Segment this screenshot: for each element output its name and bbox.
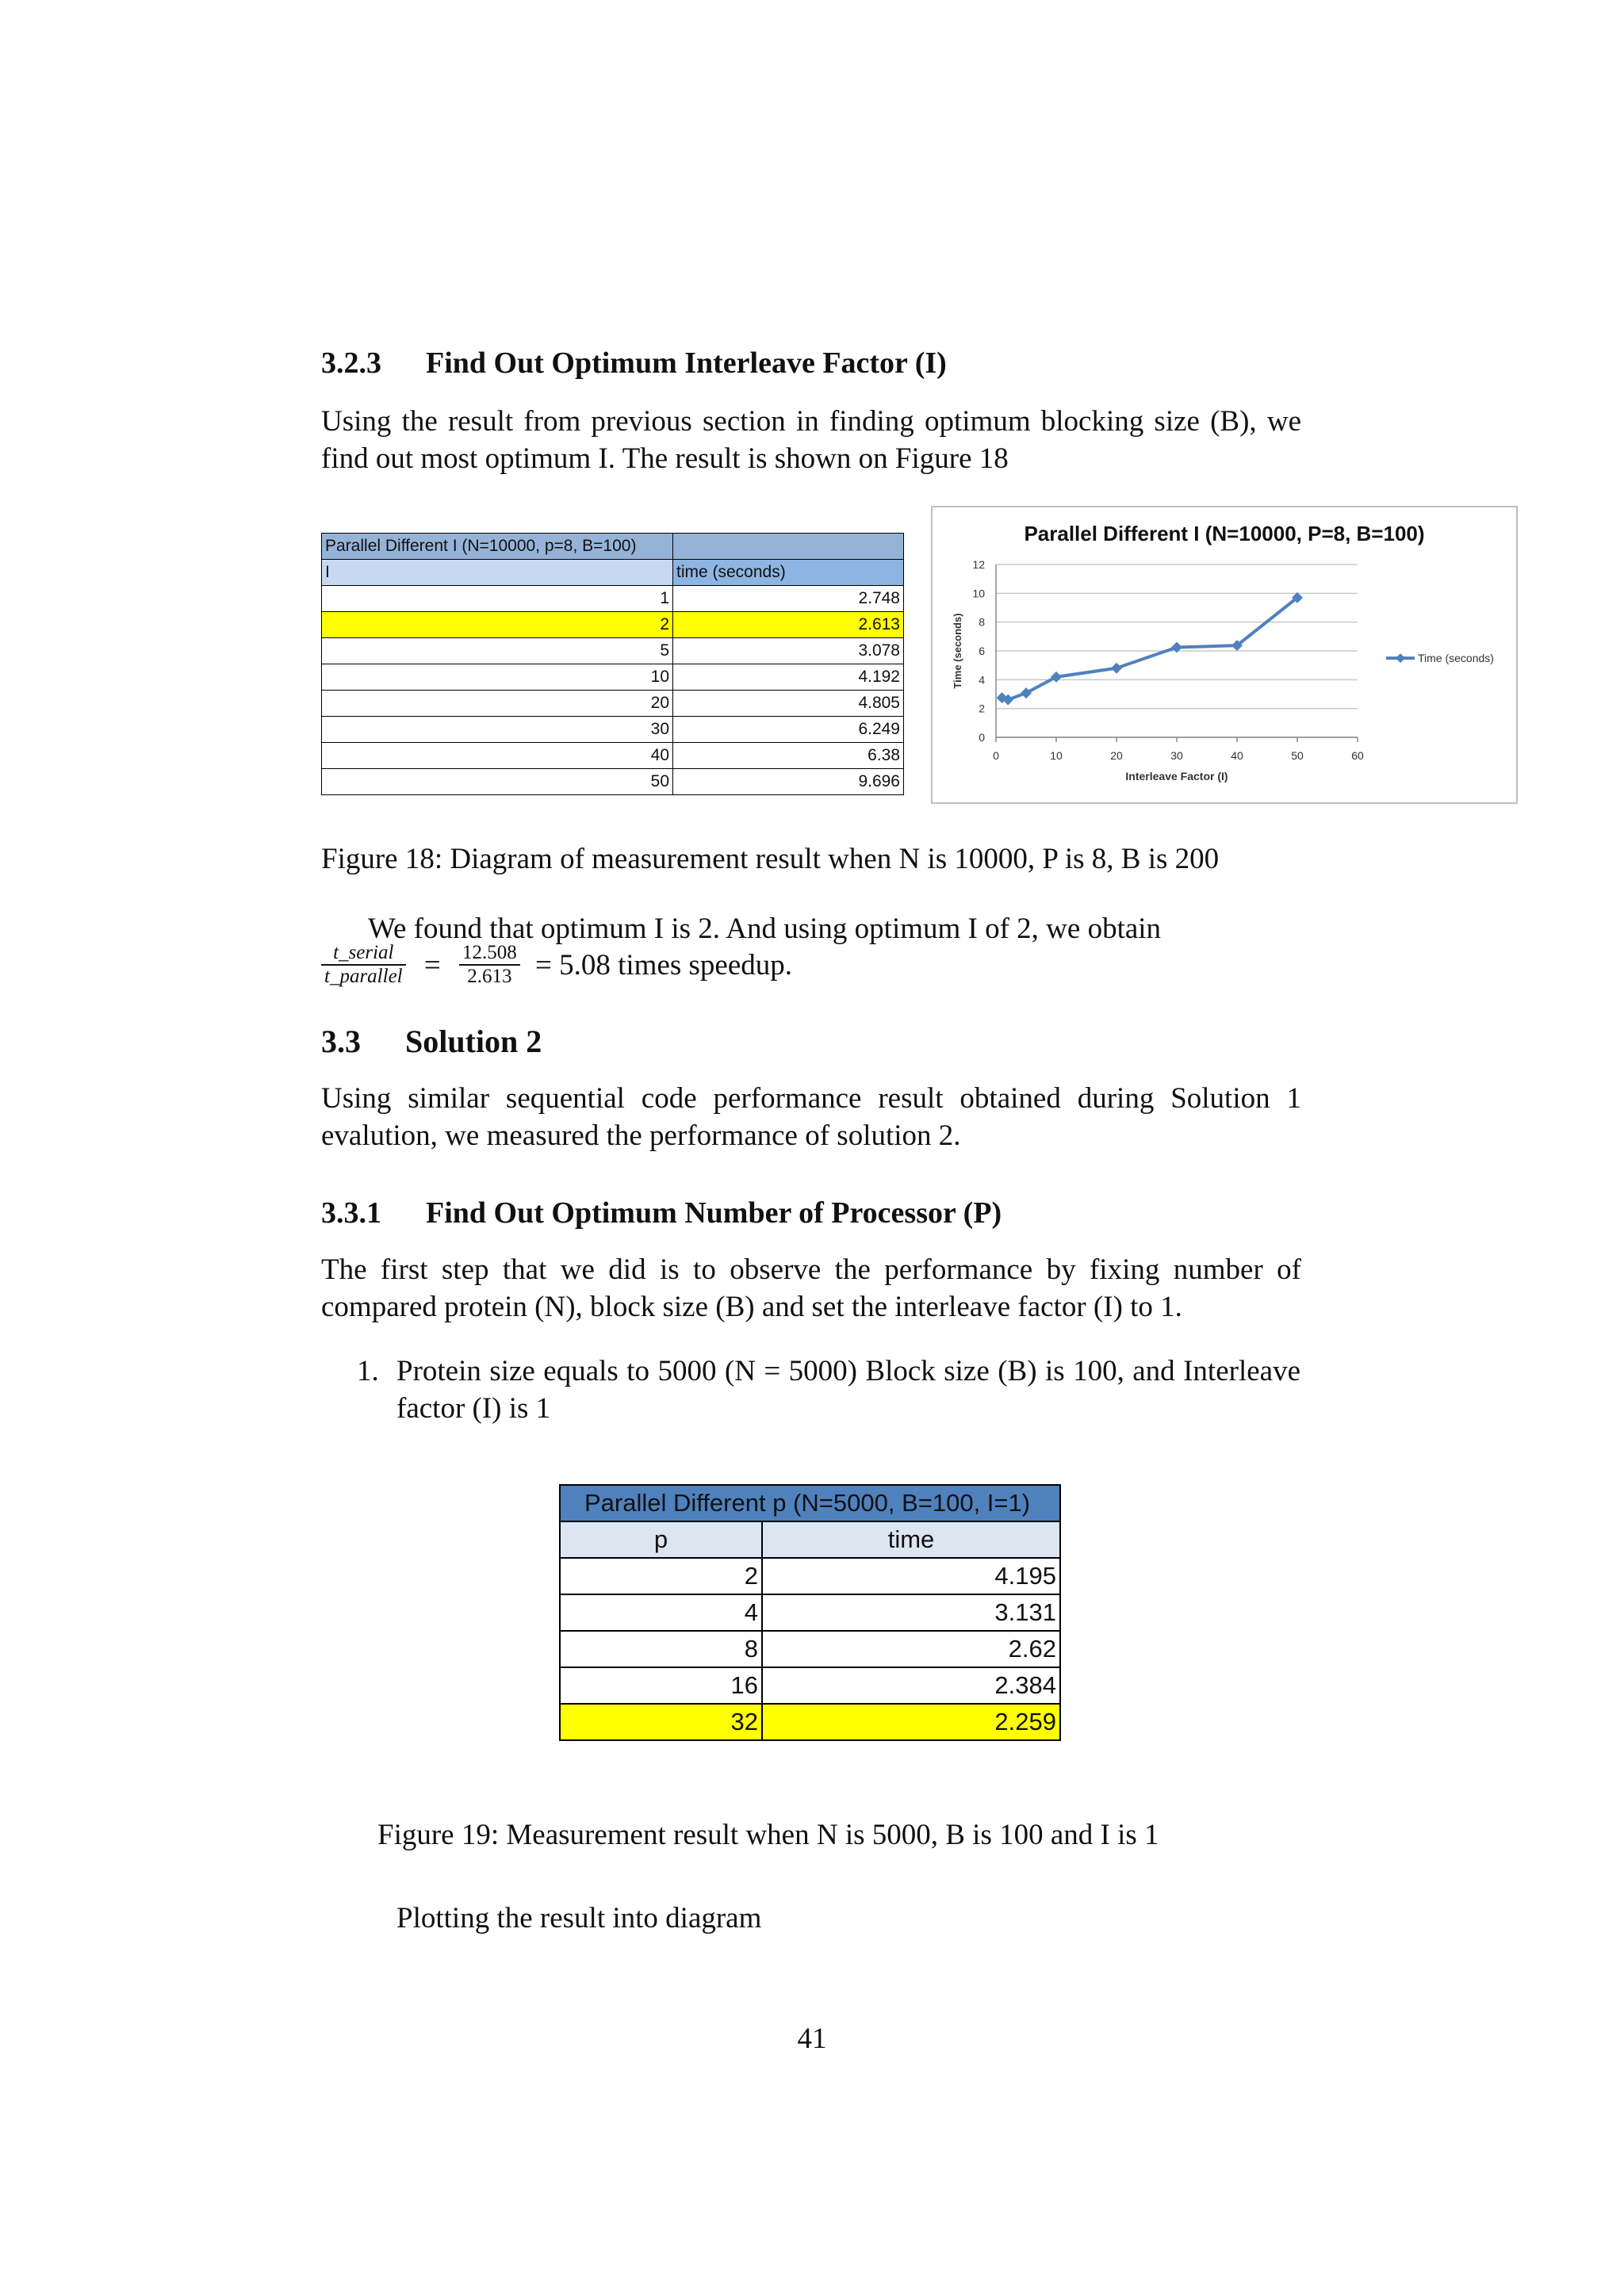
table-row: [560, 1594, 1060, 1631]
table-title-row: [322, 534, 904, 560]
section-heading-3-3: [321, 1023, 542, 1060]
y-tick-label: 12: [972, 558, 985, 571]
section-title: Find Out Optimum Number of Processor (P): [426, 1196, 1002, 1230]
x-tick-label: 40: [1231, 749, 1243, 762]
table-header-row: [560, 1521, 1060, 1558]
fraction-denominator-value: 2.613: [467, 966, 512, 987]
col-header-p: p: [560, 1521, 762, 1558]
figure-19-table: [559, 1484, 1061, 1741]
cell-i: 40: [322, 743, 673, 769]
cell-time: 2.384: [762, 1667, 1060, 1704]
y-tick-label: 8: [979, 615, 985, 629]
x-tick-label: 0: [993, 749, 999, 762]
figure-19-caption: Figure 19: Measurement result when N is 5000, B is 100 and I is 1: [377, 1819, 1159, 1851]
table-title: Parallel Different p (N=5000, B=100, I=1): [560, 1485, 1060, 1521]
interleave-table: [321, 533, 904, 795]
col-header-time: time (seconds): [673, 560, 904, 586]
cell-i: 5: [322, 638, 673, 664]
y-tick-label: 10: [972, 587, 985, 600]
col-header-time: time: [762, 1521, 1060, 1558]
cell-p: 16: [560, 1667, 762, 1704]
y-tick-label: 4: [979, 673, 985, 687]
list-item-text: Protein size equals to 5000 (N = 5000) Block size (B) is 100, and Interleave factor (I) is 1: [396, 1355, 1300, 1425]
figure-18-caption: Figure 18: Diagram of measurement result when N is 10000, P is 8, B is 200: [321, 843, 1220, 875]
data-point: [1111, 663, 1122, 674]
fraction-numerator: t_serial: [321, 942, 406, 966]
fraction-numerator-value: 12.508: [459, 942, 520, 966]
cell-p: 2: [560, 1558, 762, 1594]
cell-i: 2: [322, 612, 673, 638]
chart-title: Parallel Different I (N=10000, P=8, B=100): [1024, 522, 1425, 545]
table-row: [322, 638, 904, 664]
cell-time: 2.259: [762, 1704, 1060, 1740]
x-tick-label: 30: [1170, 749, 1183, 762]
y-tick-label: 2: [979, 702, 985, 715]
x-tick-label: 10: [1050, 749, 1063, 762]
series-line: [1002, 598, 1297, 700]
cell-time: 2.62: [762, 1631, 1060, 1667]
table-title: Parallel Different I (N=10000, p=8, B=100): [322, 534, 673, 560]
list-marker: 1.: [357, 1355, 379, 1387]
table-row: [322, 717, 904, 743]
x-tick-label: 20: [1110, 749, 1123, 762]
cell-time: 6.249: [673, 717, 904, 743]
speedup-formula: [321, 942, 792, 988]
equals-sign: =: [423, 948, 441, 982]
cell-i: 50: [322, 769, 673, 795]
cell-time: 4.195: [762, 1558, 1060, 1594]
data-point: [1051, 672, 1062, 683]
y-tick-label: 0: [979, 731, 985, 744]
list-item: [357, 1353, 1300, 1427]
section-3-2-3-paragraph: Using the result from previous section in finding optimum blocking size (B), we find out most optimum I. The result is shown on Figure 18: [321, 405, 1301, 475]
legend-label: Time (seconds): [1418, 652, 1494, 665]
figure-18-table: [321, 533, 904, 795]
cell-time: 2.748: [673, 586, 904, 612]
section-number: 3.2.3: [321, 346, 381, 380]
cell-p: 8: [560, 1631, 762, 1667]
data-point: [1021, 687, 1032, 698]
table-row: [322, 612, 904, 638]
table-row: [322, 664, 904, 691]
line-chart: [933, 507, 1516, 802]
col-header-i: I: [322, 560, 673, 586]
section-title: Find Out Optimum Interleave Factor (I): [426, 346, 947, 380]
cell-p: 4: [560, 1594, 762, 1631]
cell-time: 9.696: [673, 769, 904, 795]
speedup-result: = 5.08 times speedup.: [534, 948, 793, 982]
cell-i: 30: [322, 717, 673, 743]
table-row: [560, 1631, 1060, 1667]
fraction-denominator: t_parallel: [324, 966, 403, 987]
table-row: [560, 1667, 1060, 1704]
cell-time: 3.131: [762, 1594, 1060, 1631]
section-3-3-1-paragraph: The first step that we did is to observe the performance by fixing number of compared protein (N), block size (B) and set the interleave factor (I) to 1.: [321, 1253, 1301, 1323]
table-row: [560, 1558, 1060, 1594]
table-row: [322, 743, 904, 769]
legend-swatch-marker: [1396, 653, 1405, 663]
y-axis-label: Time (seconds): [952, 613, 963, 689]
section-heading-3-3-1: [321, 1196, 1002, 1230]
section-heading-3-2-3: [321, 346, 947, 381]
table-title-blank: [673, 534, 904, 560]
fraction-serial-parallel: [321, 942, 406, 988]
section-number: 3.3.1: [321, 1196, 381, 1230]
table-row: [322, 691, 904, 717]
y-tick-label: 6: [979, 645, 985, 657]
x-tick-label: 60: [1351, 749, 1364, 762]
table-header-row: [322, 560, 904, 586]
cell-time: 3.078: [673, 638, 904, 664]
cell-time: 6.38: [673, 743, 904, 769]
cell-i: 20: [322, 691, 673, 717]
table-row: [322, 586, 904, 612]
cell-time: 2.613: [673, 612, 904, 638]
x-axis-label: Interleave Factor (I): [1125, 770, 1228, 783]
cell-time: 4.805: [673, 691, 904, 717]
table-row: [560, 1704, 1060, 1740]
speedup-sentence: We found that optimum I is 2. And using optimum I of 2, we obtain: [368, 913, 1162, 945]
section-title: Solution 2: [405, 1024, 542, 1059]
section-3-3-paragraph: Using similar sequential code performance result obtained during Solution 1 evalution, we measured the performance of solution 2.: [321, 1082, 1301, 1152]
cell-i: 1: [322, 586, 673, 612]
cell-i: 10: [322, 664, 673, 691]
figure-18-chart: [931, 506, 1518, 804]
fraction-values: [459, 942, 520, 988]
plotting-text: Plotting the result into diagram: [396, 1902, 762, 1934]
table-title-row: [560, 1485, 1060, 1521]
page-number: 41: [797, 2022, 827, 2055]
x-tick-label: 50: [1291, 749, 1304, 762]
cell-p: 32: [560, 1704, 762, 1740]
cell-time: 4.192: [673, 664, 904, 691]
section-number: 3.3: [321, 1024, 361, 1059]
processor-table: [559, 1484, 1061, 1741]
table-row: [322, 769, 904, 795]
